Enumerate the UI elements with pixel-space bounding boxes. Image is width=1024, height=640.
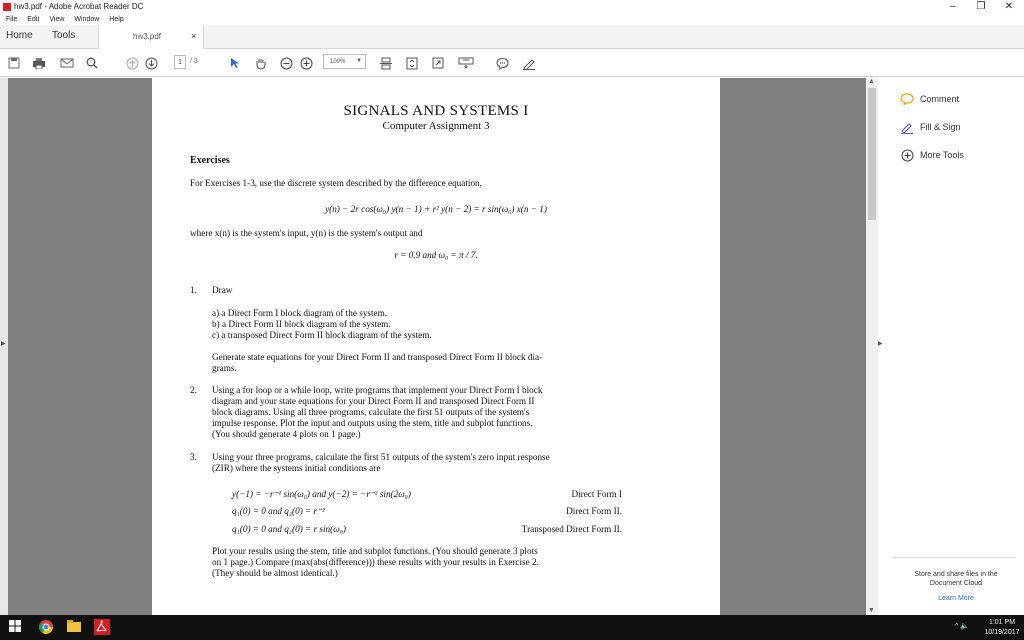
item-2-line-1: Using a for loop or a while loop, write programs that implement your Direct Form I block — [212, 385, 543, 395]
item-2-number: 2. — [190, 385, 197, 395]
condition-1-equation: y(−1) = −r⁻¹ sin(ω₀) and y(−2) = −r⁻² sin(2ω₀) — [232, 489, 411, 499]
acrobat-app-icon — [3, 3, 11, 11]
menu-view[interactable]: View — [49, 15, 65, 23]
item-2-line-5: (You should generate 4 plots on 1 page.) — [212, 429, 361, 439]
promo-line-2: Document Cloud — [929, 580, 983, 587]
print-icon[interactable] — [32, 55, 46, 71]
condition-3-label: Transposed Direct Form II. — [521, 524, 622, 534]
file-explorer-icon[interactable] — [66, 619, 82, 635]
fill-sign-tool[interactable] — [900, 120, 961, 134]
page-view-icon[interactable] — [380, 55, 392, 71]
zoom-out-icon[interactable] — [280, 55, 293, 71]
promo-line-1: Store and share files in the — [914, 571, 998, 578]
comment-icon[interactable] — [496, 55, 509, 71]
window-title: hw3.pdf - Adobe Acrobat Reader DC — [14, 2, 144, 11]
zoom-level-value: 100% — [330, 58, 346, 65]
closing-line-2: on 1 page.) Compare (max(abs(difference))) these results with your results in Exercise 2. — [212, 557, 539, 567]
intro-text: For Exercises 1-3, use the discrete system described by the difference equation, — [190, 178, 482, 188]
difference-equation: y(n) − 2r cos(ω₀) y(n − 1) + r² y(n − 2) = r sin(ω₀) x(n − 1) — [325, 204, 547, 214]
item-3-line-2: (ZIR) where the systems initial conditions are — [212, 463, 381, 473]
scrolling-mode-icon[interactable] — [406, 55, 418, 71]
hand-tool-icon[interactable] — [254, 55, 267, 71]
item-3-line-1: Using your three programs, calculate the first 51 outputs of the system's zero input response — [212, 452, 550, 462]
next-page-icon[interactable] — [145, 55, 158, 71]
close-window-button[interactable]: ✕ — [1004, 1, 1014, 12]
scroll-down-icon[interactable]: ▼ — [868, 607, 875, 614]
doc-title: SIGNALS AND SYSTEMS I — [343, 103, 529, 119]
item-2-line-2: diagram and your state equations for your Direct Form II and transposed Direct Form II — [212, 396, 535, 406]
tray-icons[interactable]: ^ 🔈 — [955, 623, 969, 630]
condition-1-label: Direct Form I — [571, 489, 622, 499]
chevron-down-icon: ▼ — [356, 58, 362, 64]
select-cursor-icon[interactable] — [230, 55, 240, 71]
zoom-level-select[interactable] — [323, 54, 366, 69]
close-tab-icon[interactable]: × — [191, 31, 197, 41]
closing-line-1: Plot your results using the stem, title and subplot functions. (You should generate 3 plots — [212, 546, 538, 556]
tray-clock[interactable] — [984, 618, 1020, 638]
tab-bar — [0, 25, 1024, 49]
expand-right-panel-icon[interactable]: ▶ — [878, 341, 883, 347]
state-equations-line-2: grams. — [212, 363, 237, 373]
page-number-input[interactable]: 1 — [174, 55, 186, 69]
vertical-scrollbar[interactable] — [866, 78, 878, 615]
scrollbar-thumb[interactable] — [868, 88, 876, 220]
scroll-up-icon[interactable]: ▲ — [868, 78, 875, 85]
minimize-button[interactable]: – — [950, 1, 956, 12]
fill-sign-pen-icon — [900, 120, 914, 134]
more-tools-button[interactable] — [900, 148, 964, 162]
menu-bar — [0, 13, 1024, 25]
sub-item-c: c) a transposed Direct Form II block diagram of the system. — [212, 330, 432, 340]
menu-file[interactable]: File — [6, 15, 18, 23]
sub-item-a: a) a Direct Form I block diagram of the system. — [212, 308, 388, 318]
restore-button[interactable]: ❐ — [976, 1, 986, 12]
fill-sign-tool-label: Fill & Sign — [920, 122, 961, 132]
windows-start-icon[interactable] — [8, 619, 24, 635]
previous-page-icon[interactable] — [126, 55, 139, 71]
fullscreen-icon[interactable] — [432, 55, 444, 71]
chrome-icon[interactable] — [38, 619, 54, 635]
taskbar — [0, 615, 1024, 640]
search-icon[interactable] — [86, 55, 98, 71]
page-total: / 3 — [190, 58, 198, 65]
comment-bubble-icon — [900, 92, 914, 106]
left-panel-collapsed[interactable] — [0, 78, 8, 615]
save-icon[interactable] — [8, 55, 20, 71]
comment-tool[interactable] — [900, 92, 959, 106]
item-2-line-3: block diagrams. Using all three programs, calculate the first 51 outputs of the system's — [212, 407, 530, 417]
learn-more-link[interactable]: Learn More — [938, 595, 974, 602]
exercises-heading: Exercises — [190, 155, 230, 166]
keyboard-tools-icon[interactable] — [458, 55, 474, 71]
more-tools-label: More Tools — [920, 150, 964, 160]
parameters-text: r = 0.9 and ω₀ = π / 7. — [394, 250, 478, 260]
menu-edit[interactable]: Edit — [27, 15, 40, 23]
item-3-number: 3. — [190, 452, 197, 462]
tab-home[interactable]: Home — [6, 30, 33, 41]
where-text: where x(n) is the system's input, y(n) is the system's output and — [190, 228, 423, 238]
zoom-in-icon[interactable] — [300, 55, 313, 71]
tab-document-label: hw3.pdf — [133, 32, 162, 41]
tray-date: 10/19/2017 — [984, 629, 1020, 636]
email-icon[interactable] — [60, 55, 74, 71]
condition-2-equation: q₁(0) = 0 and q₂(0) = r⁻² — [232, 506, 325, 516]
tab-document[interactable] — [98, 25, 204, 49]
tab-tools[interactable]: Tools — [52, 30, 76, 41]
condition-3-equation: q₁(0) = 0 and q₂(0) = r sin(ω₀) — [232, 524, 346, 534]
condition-2-label: Direct Form II. — [566, 506, 622, 516]
highlight-pen-icon[interactable] — [522, 55, 536, 71]
menu-window[interactable]: Window — [74, 15, 100, 23]
state-equations-line-1: Generate state equations for your Direct Form II and transposed Direct Form II block dia- — [212, 352, 543, 362]
pdf-page — [152, 78, 720, 615]
closing-line-3: (They should be almost identical.) — [212, 568, 338, 578]
comment-tool-label: Comment — [920, 94, 960, 104]
doc-subtitle: Computer Assignment 3 — [382, 120, 490, 132]
acrobat-taskbar-icon[interactable] — [94, 619, 110, 635]
tools-pane — [886, 78, 1024, 615]
item-1-number: 1. — [190, 285, 197, 295]
expand-left-panel-icon[interactable]: ▶ — [1, 341, 6, 347]
document-cloud-promo — [894, 570, 1018, 588]
item-1-text: Draw — [212, 285, 233, 295]
tray-time: 1:01 PM — [988, 619, 1016, 626]
item-2-line-4: impulse response. Plot the input and outputs using the stem, title and subplot functions. — [212, 418, 533, 428]
menu-help[interactable]: Help — [109, 15, 124, 23]
panel-divider — [892, 557, 1016, 558]
title-bar — [0, 0, 1024, 13]
plus-circle-icon — [900, 148, 914, 162]
sub-item-b: b) a Direct Form II block diagram of the system. — [212, 319, 391, 329]
